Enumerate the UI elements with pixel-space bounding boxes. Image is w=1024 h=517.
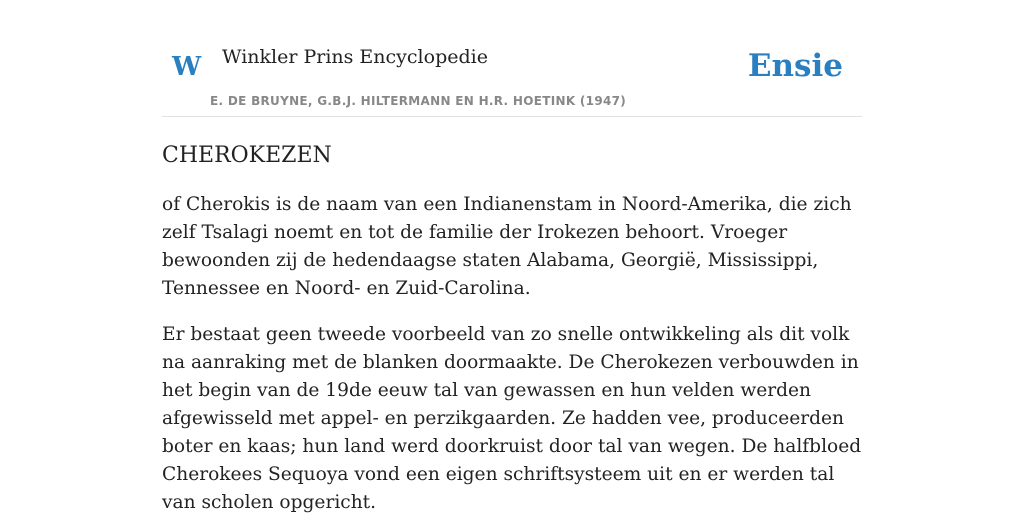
- ensie-logo[interactable]: Ensie: [747, 48, 843, 84]
- article-paragraph: Er bestaat geen tweede voorbeeld van zo snelle ontwikkeling als dit volk na aanraking met de blanken doormaakte. De Cherokezen verbouwden in het begin van de 19de eeuw tal van gewassen en hun velden werden afgewisseld met appel- en perzikgaarden. Ze hadden vee, produceerden boter en kaas; hun land werd doorkruist door tal van wegen. De halfbloed Cherokees Sequoya vond een eigen schriftsysteem uit en er werden tal van scholen opgericht.: [162, 324, 862, 513]
- winkler-prins-logo[interactable]: W: [172, 52, 202, 82]
- page-container: [162, 0, 862, 517]
- article-title: CHEROKEZEN: [162, 143, 332, 168]
- article-paragraph: of Cherokis is de naam van een Indianenstam in Noord-Amerika, die zich zelf Tsalagi noemt en tot de familie der Irokezen behoort. Vroeger bewoonden zij de hedendaagse staten Alabama, Georgië, Mississippi, Tennessee en Noord- en Zuid-Carolina.: [162, 194, 852, 299]
- article-body: [162, 191, 862, 517]
- source-title[interactable]: Winkler Prins Encyclopedie: [222, 46, 488, 68]
- source-header: [162, 0, 862, 117]
- source-authors: E. DE BRUYNE, G.B.J. HILTERMANN EN H.R. HOETINK (1947): [210, 94, 627, 108]
